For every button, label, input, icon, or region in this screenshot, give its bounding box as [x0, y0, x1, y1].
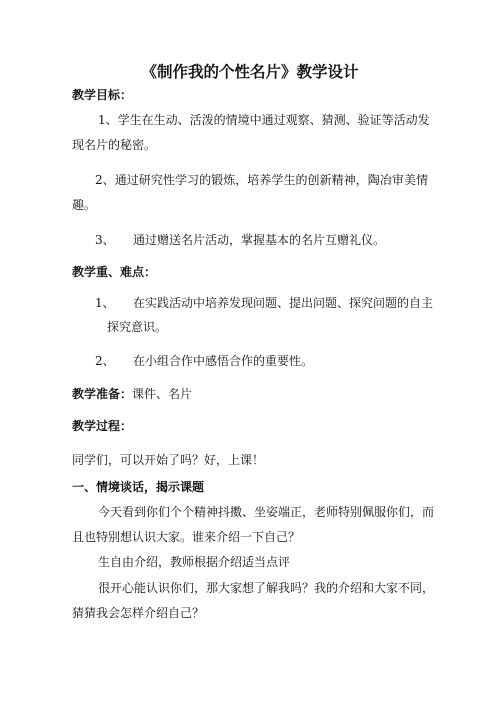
paragraph-3-line-2: 猜猜我会怎样介绍自己？ [72, 606, 205, 620]
key-points-heading: 教学重、难点： [72, 265, 157, 279]
paragraph-2: 生自由介绍，教师根据介绍适当点评 [98, 555, 291, 569]
key-point-2 [95, 353, 313, 369]
section-1-heading: 一、情境谈话，揭示课题 [72, 480, 205, 494]
paragraph-1-line-2: 且也特别想认识大家。谁来介绍一下自己？ [72, 530, 301, 544]
key-point-2-text: 在小组合作中感悟合作的重要性。 [133, 354, 314, 368]
goal-2-line-2: 趣。 [72, 198, 97, 212]
paragraph-1-line-1: 今天看到你们个个精神抖擞、坐姿端正，老师特别佩服你们，而 [98, 505, 435, 519]
key-point-1-line-2: 探究意识。 [107, 320, 168, 334]
key-point-1-number: 1、 [95, 296, 115, 310]
key-point-2-number: 2、 [95, 354, 115, 368]
preparation [72, 386, 192, 402]
goal-3-number: 3、 [95, 233, 115, 247]
goals-heading: 教学目标： [72, 88, 133, 102]
process-heading: 教学过程： [72, 419, 133, 433]
preparation-text: 课件、名片 [132, 387, 193, 401]
goal-3 [95, 232, 385, 248]
key-point-1-text: 在实践活动中培养发现问题、提出问题、探究问题的自主 [133, 296, 434, 310]
goal-3-text: 通过赠送名片活动，掌握基本的名片互赠礼仪。 [133, 233, 386, 247]
paragraph-3-line-1: 很开心能认识你们，那大家想了解我吗？我的介绍和大家不同， [98, 581, 435, 595]
goal-1-line-2: 现名片的秘密。 [72, 138, 157, 152]
key-point-1-line-1 [95, 295, 433, 311]
opening-line: 同学们，可以开始了吗？好，上课！ [72, 453, 265, 467]
document-title: 《制作我的个性名片》教学设计 [141, 62, 359, 81]
goal-2-line-1: 2、通过研究性学习的锻炼，培养学生的创新精神，陶冶审美情 [95, 173, 428, 187]
goal-1-line-1: 1、学生在生动、活泼的情境中通过观察、猜测、验证等活动发 [98, 113, 430, 127]
preparation-heading: 教学准备： [72, 387, 133, 401]
